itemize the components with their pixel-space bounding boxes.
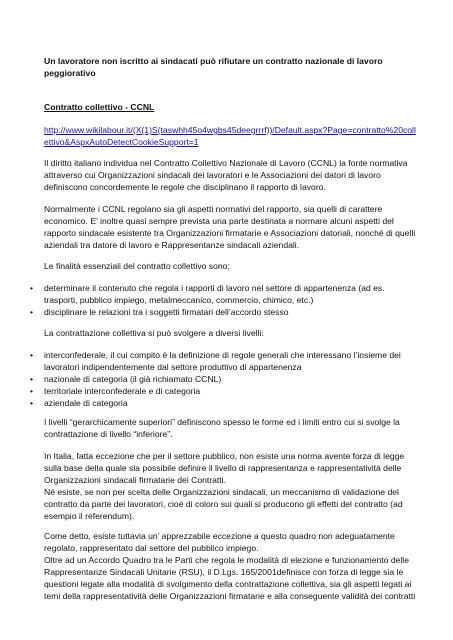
list-item: • aziendale di categoria [30, 398, 128, 408]
bullet-icon: • [30, 283, 34, 293]
bullet-icon: • [30, 307, 34, 317]
list-item: • nazionale di categoria (il già richiamato CCNL) [30, 374, 222, 384]
document-title: Un lavoratore non iscritto ai sindacati può rifiutare un contratto nazionale di lavoro peggiorativo [44, 56, 383, 78]
bullet-icon: • [30, 386, 34, 396]
intro-paragraph: Il diritto italiano individua nel Contratto Collettivo Nazionale di Lavoro (CCNL) la fonte normativa attraverso cui Organizzazioni sindacali dei lavoratori e le Associazioni dei datori di lavoro definiscono concordemente le regole che disciplinano il rapporto di lavoro. [44, 158, 408, 192]
levels-list [30, 349, 416, 409]
public-sector-paragraph [44, 530, 416, 602]
list-item: • territoriale interconfederale e di categoria [30, 386, 201, 396]
hierarchy-paragraph: I livelli “gerarchicamente superiori” definiscono spesso le forme ed i limiti entro cui si svolge la contrattazione di livello “inferiore”. [44, 417, 400, 439]
bullet-icon: • [30, 374, 34, 384]
levels-intro: La contrattazione collettiva si può svolgere a diversi livelli: [44, 328, 264, 338]
source-link[interactable]: http://www.wikilabour.it/(X(1)S(taswhh45o4wgbs45deegrrrf))/Default.aspx?Page=contratto%20collettivo&AspxAutoDetectCookieSupport=1 [44, 125, 416, 147]
italy-paragraph-part1: In Italia, fatta eccezione che per il settore pubblico, non esiste una norma avente forza di legge sulla base della quale sia possibile definire il livello di rappresentanza e rappresentatività delle Organizzazioni sindacali firmatarie dei Contratti. [44, 451, 405, 485]
aims-list [30, 282, 416, 318]
list-item: • interconfederale, il cui compito è la definizione di regole generali che interessano l’insieme dei lavoratori indipendentemente dal settore produttivo di appartenenza [30, 350, 401, 372]
list-item: • determinare il contenuto che regola i rapporti di lavoro nel settore di appartenenza (ad es. trasporti, pubblico impiego, metalmeccanico, commercio, chimico, etc.) [30, 283, 385, 305]
bullet-icon: • [30, 398, 34, 408]
list-item: • disciplinare le relazioni tra i soggetti firmatari dell’accordo stesso [30, 307, 289, 317]
italy-paragraph [44, 450, 416, 522]
bullet-icon: • [30, 350, 34, 360]
section-heading: Contratto collettivo - CCNL [44, 102, 155, 112]
public-sector-paragraph-part1: Come detto, esiste tuttavia un’ apprezzabile eccezione a questo quadro non adeguatamente regolato, rappresentato dal settore del pubblico impiego. [44, 531, 395, 553]
public-sector-paragraph-part2: Oltre ad un Accordo Quadro tra le Parti che regola le modalità di elezione e funzionamento delle Rappresentanze Sindacali Unitarie (RSU), il D.Lgs. 165/2001definisce con forza di legge sia le questioni legate alla modalità di svolgimento della contrattazione collettiva, sia gli aspetti legati ai temi della rappresentatività delle Organizzazioni firmatarie e alla conseguente validità dei contratti [44, 555, 416, 601]
italy-paragraph-part2: Né esiste, se non per scelta delle Organizzazioni sindacali, un meccanismo di validazione del contratto da parte dei lavoratori, cioè di coloro sui quali si producono gli effetti del contratto (ad esempio il referendum). [44, 487, 403, 521]
regulation-paragraph: Normalmente i CCNL regolano sia gli aspetti normativi del rapporto, sia quelli di carattere economico. E’ inoltre quasi sempre prevista una parte destinata a normare alcuni aspetti del rapporto sindacale esistente tra Organizzazioni firmatarie e Associazioni datoriali, nonché di quelli aziendali tra datore di lavoro e Rappresentanze sindacali aziendali. [44, 204, 416, 250]
aims-intro: Le finalità essenziali del contratto collettivo sono: [44, 261, 230, 271]
source-link-paragraph [44, 124, 416, 148]
